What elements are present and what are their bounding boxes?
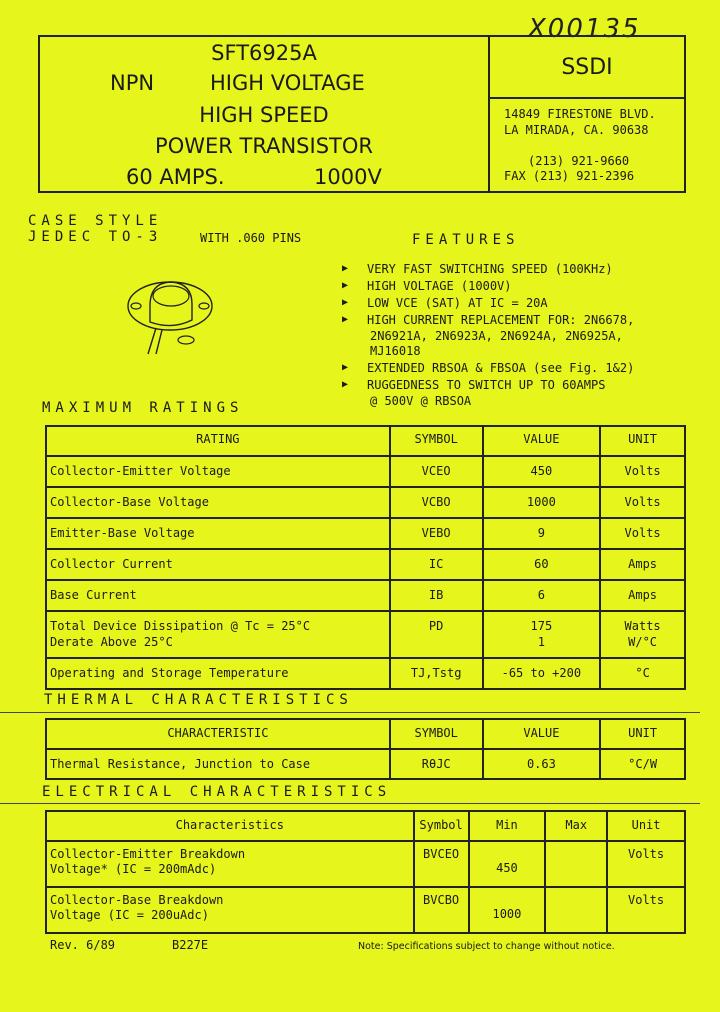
to3-package-icon xyxy=(120,268,220,360)
title-block xyxy=(40,37,490,191)
rating-cell xyxy=(46,658,390,689)
table-row xyxy=(46,887,685,933)
type-npn: NPN xyxy=(110,71,155,95)
address-line-1: 14849 FIRESTONE BLVD. xyxy=(504,107,656,121)
column-header: SYMBOL xyxy=(390,719,483,749)
column-header: Max xyxy=(545,811,607,841)
value-cell xyxy=(483,456,601,487)
column-header: RATING xyxy=(46,426,390,456)
rating-name: Total Device Dissipation @ Tc = 25°C xyxy=(50,619,311,633)
case-jedec: JEDEC TO-3 xyxy=(28,229,163,245)
column-header: Characteristics xyxy=(46,811,414,841)
bullet-icon: ▶ xyxy=(342,263,349,274)
characteristic-name: Collector-Emitter Breakdown xyxy=(50,847,246,861)
column-header: Symbol xyxy=(414,811,469,841)
characteristic-name: Collector-Base Breakdown xyxy=(50,893,224,907)
handwritten-number: X00135 xyxy=(528,14,641,44)
symbol-cell: BVCBO xyxy=(414,887,469,933)
column-header: Unit xyxy=(607,811,685,841)
unit-cell xyxy=(600,549,685,580)
table-header-row xyxy=(46,719,685,749)
column-header: SYMBOL xyxy=(390,426,483,456)
rating-volts: 1000V xyxy=(314,165,382,189)
value: -65 to +200 xyxy=(501,666,582,680)
feature-item xyxy=(342,313,702,360)
bullet-icon: ▶ xyxy=(342,314,349,325)
rating-name: Base Current xyxy=(50,588,137,602)
max-ratings-table xyxy=(45,425,686,690)
unit: Watts xyxy=(624,619,661,633)
value-sub: 1 xyxy=(537,635,545,649)
value-cell xyxy=(483,549,601,580)
unit-cell: Volts xyxy=(607,887,685,933)
symbol-cell: IC xyxy=(390,549,483,580)
feature-item xyxy=(342,262,702,278)
min-cell: 450 xyxy=(469,841,546,887)
characteristic-cell xyxy=(46,841,414,887)
phone: (213) 921-9660 xyxy=(528,154,630,168)
symbol-cell: VCBO xyxy=(390,487,483,518)
rating-cell xyxy=(46,549,390,580)
symbol-cell: RθJC xyxy=(390,749,483,779)
feature-item xyxy=(342,296,702,312)
table-row xyxy=(46,487,685,518)
value-cell xyxy=(483,487,601,518)
value-cell xyxy=(483,518,601,549)
rating-name: Emitter-Base Voltage xyxy=(50,526,195,540)
table-header-row xyxy=(46,811,685,841)
feature-text: MJ16018 xyxy=(370,344,421,358)
divider xyxy=(0,803,700,804)
bullet-icon: ▶ xyxy=(342,379,349,390)
unit-cell: °C/W xyxy=(600,749,685,779)
feature-text: VERY FAST SWITCHING SPEED (100KHz) xyxy=(367,262,613,276)
part-number: SFT6925A xyxy=(211,41,317,65)
feature-item xyxy=(342,361,702,377)
value: 1000 xyxy=(526,495,556,509)
unit: Amps xyxy=(628,557,658,571)
unit-cell xyxy=(600,658,685,689)
symbol-cell: VCEO xyxy=(390,456,483,487)
rating-cell xyxy=(46,487,390,518)
value-cell xyxy=(483,658,601,689)
rating-cell xyxy=(46,580,390,611)
min-cell: 1000 xyxy=(469,887,546,933)
rating-name: Collector Current xyxy=(50,557,173,571)
table-header-row xyxy=(46,426,685,456)
feature-item xyxy=(342,378,702,409)
feature-text: 2N6921A, 2N6923A, 2N6924A, 2N6925A, xyxy=(370,328,623,343)
max-ratings-title: MAXIMUM RATINGS xyxy=(42,400,244,416)
rating-cell xyxy=(46,518,390,549)
table-row xyxy=(46,658,685,689)
unit: Volts xyxy=(624,464,661,478)
high-speed: HIGH SPEED xyxy=(199,103,329,127)
bullet-icon: ▶ xyxy=(342,297,349,308)
thermal-title: THERMAL CHARACTERISTICS xyxy=(44,692,353,708)
rating-name: Operating and Storage Temperature xyxy=(50,666,289,680)
value: 175 xyxy=(530,619,553,633)
bullet-icon: ▶ xyxy=(342,362,349,373)
company-name: SSDI xyxy=(490,37,684,99)
electrical-table xyxy=(45,810,686,934)
unit: °C xyxy=(635,666,650,680)
rating-cell xyxy=(46,611,390,658)
characteristic-condition: Voltage* (IC = 200mAdc) xyxy=(50,862,217,876)
bullet-icon: ▶ xyxy=(342,280,349,291)
rating-cell xyxy=(46,456,390,487)
feature-item xyxy=(342,279,702,295)
electrical-title: ELECTRICAL CHARACTERISTICS xyxy=(42,784,392,800)
symbol-cell: VEBO xyxy=(390,518,483,549)
characteristic-cell xyxy=(46,887,414,933)
table-row xyxy=(46,611,685,658)
feature-text: @ 500V @ RBSOA xyxy=(370,393,472,408)
symbol-cell: BVCEO xyxy=(414,841,469,887)
feature-text: LOW VCE (SAT) AT IC = 20A xyxy=(367,296,548,310)
type-high-voltage: HIGH VOLTAGE xyxy=(210,71,365,95)
rating-name-sub: Derate Above 25°C xyxy=(50,635,173,649)
characteristic-cell: Thermal Resistance, Junction to Case xyxy=(46,749,390,779)
value: 9 xyxy=(537,526,545,540)
max-cell xyxy=(545,887,607,933)
fax: FAX (213) 921-2396 xyxy=(504,169,635,183)
unit-cell xyxy=(600,611,685,658)
header-box xyxy=(38,35,686,193)
value: 60 xyxy=(534,557,549,571)
table-row xyxy=(46,580,685,611)
thermal-table xyxy=(45,718,686,780)
feature-text: HIGH VOLTAGE (1000V) xyxy=(367,279,512,293)
table-row xyxy=(46,456,685,487)
unit-cell xyxy=(600,518,685,549)
feature-text: EXTENDED RBSOA & FBSOA (see Fig. 1&2) xyxy=(367,361,635,375)
rating-name: Collector-Base Voltage xyxy=(50,495,209,509)
revision: Rev. 6/89 xyxy=(50,938,116,952)
value-cell xyxy=(483,580,601,611)
unit: Volts xyxy=(624,495,661,509)
column-header: CHARACTERISTIC xyxy=(46,719,390,749)
unit-sub: W/°C xyxy=(628,635,658,649)
symbol-cell: PD xyxy=(390,611,483,658)
table-row xyxy=(46,549,685,580)
column-header: UNIT xyxy=(600,426,685,456)
column-header: Min xyxy=(469,811,546,841)
footer-note: Note: Specifications subject to change without notice. xyxy=(358,941,615,952)
unit: Amps xyxy=(628,588,658,602)
feature-text: HIGH CURRENT REPLACEMENT FOR: 2N6678, xyxy=(367,313,635,327)
column-header: UNIT xyxy=(600,719,685,749)
unit-cell xyxy=(600,456,685,487)
table-row xyxy=(46,841,685,887)
unit-cell xyxy=(600,487,685,518)
features-list xyxy=(342,262,702,411)
column-header: VALUE xyxy=(483,426,601,456)
value-cell: 0.63 xyxy=(483,749,601,779)
symbol-cell: TJ,Tstg xyxy=(390,658,483,689)
case-style-title: CASE STYLE xyxy=(28,213,163,229)
unit: Volts xyxy=(624,526,661,540)
unit-cell: Volts xyxy=(607,841,685,887)
rating-name: Collector-Emitter Voltage xyxy=(50,464,231,478)
value: 450 xyxy=(530,464,553,478)
rating-amps: 60 AMPS. xyxy=(126,165,225,189)
symbol-cell: IB xyxy=(390,580,483,611)
feature-text: RUGGEDNESS TO SWITCH UP TO 60AMPS xyxy=(367,378,606,392)
power-transistor: POWER TRANSISTOR xyxy=(155,134,373,158)
address-line-2: LA MIRADA, CA. 90638 xyxy=(504,123,649,137)
unit-cell xyxy=(600,580,685,611)
doc-code: B227E xyxy=(172,938,209,952)
value-cell xyxy=(483,611,601,658)
column-header: VALUE xyxy=(483,719,601,749)
value: 6 xyxy=(537,588,545,602)
features-title: FEATURES xyxy=(412,232,520,248)
max-cell xyxy=(545,841,607,887)
divider xyxy=(0,712,700,713)
characteristic-condition: Voltage (IC = 200uAdc) xyxy=(50,908,209,922)
case-note: WITH .060 PINS xyxy=(200,231,302,245)
table-row xyxy=(46,518,685,549)
table-row xyxy=(46,749,685,779)
